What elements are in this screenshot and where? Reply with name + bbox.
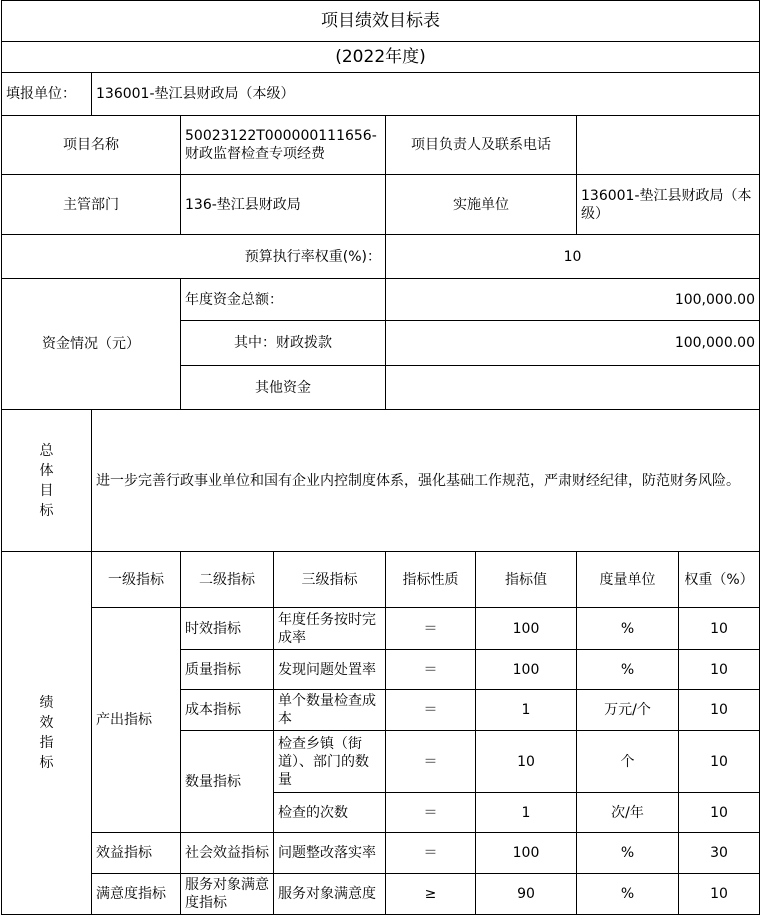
level3-cell: 单个数量检查成本	[274, 690, 386, 731]
goal-label	[2, 410, 92, 552]
nature-cell: ≥	[386, 874, 476, 915]
nature-cell: ＝	[386, 793, 476, 833]
level3-cell: 检查的次数	[274, 793, 386, 833]
project-name-label: 项目名称	[2, 116, 181, 175]
fill-unit-label: 填报单位：	[2, 73, 92, 116]
value-cell: 100	[476, 650, 577, 690]
project-name-value: 50023122T000000111656-财政监督检查专项经费	[181, 116, 386, 175]
budget-weight-value: 10	[386, 235, 760, 279]
annual-total-label: 年度资金总额：	[181, 279, 386, 321]
weight-cell: 10	[679, 650, 760, 690]
weight-cell: 10	[679, 793, 760, 833]
table-row	[2, 874, 760, 915]
header-level3: 三级指标	[274, 552, 386, 608]
unit-cell: %	[577, 608, 679, 650]
value-cell: 10	[476, 731, 577, 793]
level2-quantity: 数量指标	[181, 731, 274, 833]
fiscal-label: 其中：财政拨款	[181, 321, 386, 366]
impl-value: 136001-垫江县财政局（本级）	[577, 175, 760, 235]
page-title: 项目绩效目标表	[2, 1, 760, 42]
goal-label-text: 总体目标	[39, 442, 54, 519]
weight-cell: 10	[679, 731, 760, 793]
level3-cell: 年度任务按时完成率	[274, 608, 386, 650]
level3-cell: 检查乡镇（街道）、部门的数量	[274, 731, 386, 793]
nature-cell: ＝	[386, 690, 476, 731]
level3-cell: 服务对象满意度	[274, 874, 386, 915]
level1-benefit: 效益指标	[92, 833, 181, 874]
value-cell: 100	[476, 833, 577, 874]
header-level1: 一级指标	[92, 552, 181, 608]
performance-table	[1, 0, 760, 915]
header-nature: 指标性质	[386, 552, 476, 608]
unit-cell: 个	[577, 731, 679, 793]
contact-label: 项目负责人及联系电话	[386, 116, 577, 175]
level3-cell: 问题整改落实率	[274, 833, 386, 874]
perf-label-text: 绩效指标	[39, 695, 54, 771]
dept-label: 主管部门	[2, 175, 181, 235]
weight-cell: 10	[679, 874, 760, 915]
annual-total-value: 100,000.00	[386, 279, 760, 321]
level2-timeliness: 时效指标	[181, 608, 274, 650]
contact-value	[577, 116, 760, 175]
fiscal-value: 100,000.00	[386, 321, 760, 366]
nature-cell: ＝	[386, 650, 476, 690]
value-cell: 100	[476, 608, 577, 650]
year-label: (2022年度)	[2, 42, 760, 73]
nature-cell: ＝	[386, 731, 476, 793]
value-cell: 1	[476, 690, 577, 731]
header-level2: 二级指标	[181, 552, 274, 608]
header-unit: 度量单位	[577, 552, 679, 608]
header-weight: 权重（%）	[679, 552, 760, 608]
value-cell: 90	[476, 874, 577, 915]
level3-cell: 发现问题处置率	[274, 650, 386, 690]
fill-unit-value: 136001-垫江县财政局（本级）	[92, 73, 760, 116]
unit-cell: %	[577, 650, 679, 690]
weight-cell: 10	[679, 690, 760, 731]
table-row	[2, 833, 760, 874]
other-value	[386, 366, 760, 410]
unit-cell: %	[577, 833, 679, 874]
header-value: 指标值	[476, 552, 577, 608]
weight-cell: 10	[679, 608, 760, 650]
dept-value: 136-垫江县财政局	[181, 175, 386, 235]
level1-output: 产出指标	[92, 608, 181, 833]
level2-quality: 质量指标	[181, 650, 274, 690]
table-row	[2, 608, 760, 650]
goal-text: 进一步完善行政事业单位和国有企业内控制度体系，强化基础工作规范，严肃财经纪律，防范财务风险。	[92, 410, 760, 552]
nature-cell: ＝	[386, 833, 476, 874]
level2-service: 服务对象满意度指标	[181, 874, 274, 915]
level2-social: 社会效益指标	[181, 833, 274, 874]
level2-cost: 成本指标	[181, 690, 274, 731]
nature-cell: ＝	[386, 608, 476, 650]
value-cell: 1	[476, 793, 577, 833]
unit-cell: 万元/个	[577, 690, 679, 731]
perf-label	[2, 552, 92, 915]
level1-satisfaction: 满意度指标	[92, 874, 181, 915]
weight-cell: 30	[679, 833, 760, 874]
impl-label: 实施单位	[386, 175, 577, 235]
unit-cell: 次/年	[577, 793, 679, 833]
budget-weight-label: 预算执行率权重(%)：	[2, 235, 386, 279]
funds-label: 资金情况（元）	[2, 279, 181, 410]
unit-cell: %	[577, 874, 679, 915]
other-label: 其他资金	[181, 366, 386, 410]
